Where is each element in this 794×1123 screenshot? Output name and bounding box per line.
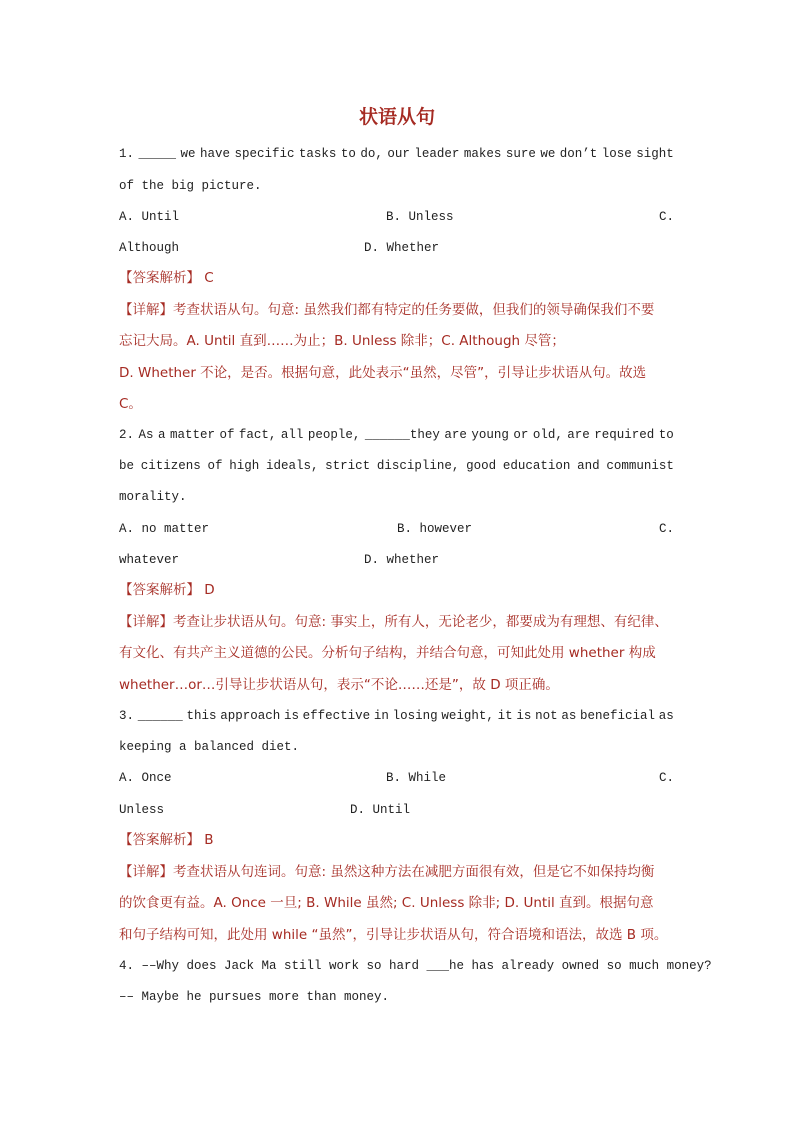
stem-word: young [471,428,509,442]
q2-detail-line-1: 【详解】考查让步状语从句。句意: 事实上，所有人，无论老少，都要成为有理想、有纪律、 [119,614,668,630]
stem-word: or [513,428,529,442]
stem-word: leader [414,147,460,161]
q4-stem-line-2: –– Maybe he pursues more than money. [119,990,390,1004]
q2-detail-line-3: whether…or…引导让步状语从句，表示“不论……还是”，故 D 项正确。 [119,677,559,693]
stem-word: as [561,709,577,723]
stem-word: not [535,709,558,723]
stem-word: ideals, [265,459,319,473]
stem-word: good [466,459,497,473]
stem-word: losing [392,709,438,723]
q1-detail-line-1: 【详解】考查状语从句。句意: 虽然我们都有特定的任务要做，但我们的领导确保我们不要 [119,302,655,318]
stem-word: education [502,459,571,473]
stem-word: in [373,709,389,723]
q2-option-d: D. whether [364,553,440,567]
stem-word: have [199,147,230,161]
stem-word: we [180,147,196,161]
stem-word: communist [606,459,674,473]
q1-answer: 【答案解析】 C [119,270,214,286]
stem-word: beneficial [580,709,656,723]
stem-word: to [340,147,356,161]
stem-word: matter [169,428,215,442]
stem-word: a [157,428,166,442]
stem-word: do, [360,147,383,161]
q3-option-a: A. Once [119,771,172,785]
stem-word: discipline, [376,459,460,473]
q1-detail-line-2: 忘记大局。A. Until 直到……为止；B. Unless 除非；C. Although 尽管； [119,333,565,349]
q1-option-a: A. Until [119,210,180,224]
stem-word: sure [505,147,536,161]
stem-word: tasks [298,147,337,161]
stem-word: be [119,459,135,473]
q3-detail-line-1: 【详解】考查状语从句连词。句意: 虽然这种方法在减肥方面很有效，但是它不如保持均衡 [119,864,655,880]
stem-word: is [283,709,299,723]
page-title: 状语从句 [358,106,435,128]
stem-word: ______ [137,709,183,723]
stem-word: approach [220,709,281,723]
stem-word: fact, [238,428,277,442]
q2-stem-line-3: morality. [119,490,187,504]
q2-stem-line-1 [119,426,674,444]
stem-word: to [658,428,674,442]
stem-word: our [387,147,410,161]
q3-option-c-text: Unless [119,803,165,817]
stem-word: lose [601,147,632,161]
stem-word: all [280,428,304,442]
stem-word: strict [325,459,371,473]
q2-detail-line-2: 有文化、有共产主义道德的公民。分析句子结构，并结合句意，可知此处用 whether 构成 [119,645,656,661]
stem-word: sight [636,147,674,161]
stem-word: 2. [119,428,135,442]
stem-word: are [567,428,590,442]
stem-word: high [229,459,260,473]
stem-word: As [138,428,154,442]
q1-detail-line-4: C。 [119,396,142,412]
q2-option-c-label: C. [659,522,675,536]
stem-word: old, [532,428,563,442]
q2-option-c-text: whatever [119,553,180,567]
stem-word: citizens [140,459,201,473]
q3-option-d: D. Until [350,803,411,817]
q1-stem-line-2: of the big picture. [119,179,262,193]
q2-option-b: B. however [397,522,473,536]
stem-word: 1. [119,147,135,161]
stem-word: it [497,709,513,723]
stem-word: of [219,428,235,442]
q3-stem-line-1 [119,707,674,725]
stem-word: we [540,147,556,161]
stem-word: as [658,709,674,723]
q2-option-a: A. no matter [119,522,210,536]
stem-word: is [516,709,532,723]
q3-option-c-label: C. [659,771,675,785]
q3-stem-line-2: keeping a balanced diet. [119,740,300,754]
q2-stem-line-2 [119,457,674,475]
q3-option-b: B. While [386,771,447,785]
stem-word: this [186,709,217,723]
stem-word: weight, [441,709,494,723]
stem-word: required [594,428,655,442]
stem-word: don’t [559,147,598,161]
stem-word: are [444,428,467,442]
q2-answer: 【答案解析】 D [119,582,215,598]
stem-word: effective [302,709,371,723]
q1-stem-line-1 [119,145,674,163]
q3-answer: 【答案解析】 B [119,832,214,848]
q1-option-c-label: C. [659,210,675,224]
q4-stem-line-1: 4. ––Why does Jack Ma still work so hard ___he has already owned so much money? [119,959,712,973]
stem-word: ______they [364,428,440,442]
stem-word: makes [463,147,502,161]
stem-word: _____ [138,147,176,161]
stem-word: of [207,459,223,473]
stem-word: specific [234,147,295,161]
stem-word: and [577,459,600,473]
q3-detail-line-2: 的饮食更有益。A. Once 一旦; B. While 虽然; C. Unless 除非; D. Until 直到。根据句意 [119,895,654,911]
q1-detail-line-3: D. Whether 不论，是否。根据句意，此处表示“虽然，尽管”，引导让步状语从句。故选 [119,365,647,381]
stem-word: 3. [119,709,135,723]
q1-option-b: B. Unless [386,210,454,224]
stem-word: people, [307,428,361,442]
q1-option-d: D. Whether [364,241,440,255]
q1-option-c-text: Although [119,241,180,255]
q3-detail-line-3: 和句子结构可知，此处用 while “虽然”，引导让步状语从句，符合语境和语法，故选 B 项。 [119,927,668,943]
